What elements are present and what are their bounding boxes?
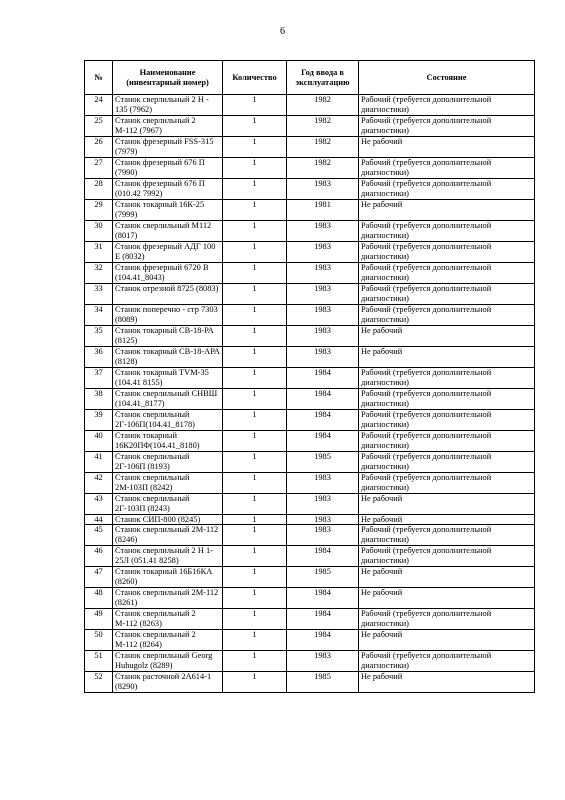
cell-state: Рабочий (требуется дополнительной диагностики)	[359, 221, 535, 242]
cell-name: Станок отрезной 8725 (8083)	[113, 284, 223, 305]
cell-name: Станок токарный TVM-35 (104.41 8155)	[113, 368, 223, 389]
cell-qty: 1	[223, 179, 287, 200]
cell-year: 1981	[287, 200, 359, 221]
cell-num: 26	[85, 137, 113, 158]
cell-state: Рабочий (требуется дополнительной диагностики)	[359, 452, 535, 473]
cell-qty: 1	[223, 158, 287, 179]
cell-year: 1984	[287, 609, 359, 630]
cell-year: 1985	[287, 452, 359, 473]
cell-year: 1982	[287, 95, 359, 116]
cell-state: Не рабочий	[359, 630, 535, 651]
cell-qty: 1	[223, 515, 287, 525]
cell-qty: 1	[223, 494, 287, 515]
cell-num: 28	[85, 179, 113, 200]
table-row	[85, 546, 535, 567]
cell-state: Рабочий (требуется дополнительной диагностики)	[359, 95, 535, 116]
table-row	[85, 116, 535, 137]
equipment-table	[84, 60, 535, 693]
cell-state: Рабочий (требуется дополнительной диагностики)	[359, 410, 535, 431]
cell-qty: 1	[223, 242, 287, 263]
page-number: 6	[280, 26, 285, 37]
cell-num: 39	[85, 410, 113, 431]
cell-num: 30	[85, 221, 113, 242]
cell-name: Станок фрезерный 676 П (010.42 7992)	[113, 179, 223, 200]
cell-state: Рабочий (требуется дополнительной диагностики)	[359, 431, 535, 452]
cell-name: Станок сверлильный 2 М-112 (8264)	[113, 630, 223, 651]
table-header-row	[85, 61, 535, 95]
cell-state: Рабочий (требуется дополнительной диагностики)	[359, 263, 535, 284]
cell-qty: 1	[223, 672, 287, 693]
cell-year: 1984	[287, 410, 359, 431]
cell-state: Не рабочий	[359, 567, 535, 588]
cell-state: Не рабочий	[359, 347, 535, 368]
cell-year: 1983	[287, 494, 359, 515]
table-row	[85, 567, 535, 588]
table-row	[85, 672, 535, 693]
table-row	[85, 137, 535, 158]
cell-qty: 1	[223, 473, 287, 494]
cell-qty: 1	[223, 305, 287, 326]
cell-year: 1983	[287, 525, 359, 546]
cell-year: 1984	[287, 389, 359, 410]
cell-qty: 1	[223, 410, 287, 431]
cell-state: Рабочий (требуется дополнительной диагностики)	[359, 284, 535, 305]
header-name: Наименование (инвентарный номер)	[113, 61, 223, 95]
cell-name: Станок сверлильный 2 Н 1-25Л (051.41 8258)	[113, 546, 223, 567]
cell-name: Станок сверлильный 2 Н - 135 (7962)	[113, 95, 223, 116]
cell-state: Не рабочий	[359, 672, 535, 693]
table-row	[85, 431, 535, 452]
cell-state: Рабочий (требуется дополнительной диагностики)	[359, 525, 535, 546]
cell-num: 25	[85, 116, 113, 137]
cell-num: 33	[85, 284, 113, 305]
cell-year: 1983	[287, 515, 359, 525]
cell-year: 1983	[287, 242, 359, 263]
header-year: Год ввода в эксплуатацию	[287, 61, 359, 95]
cell-num: 38	[85, 389, 113, 410]
cell-name: Станок токарный СВ-18-АРА (8128)	[113, 347, 223, 368]
cell-num: 31	[85, 242, 113, 263]
cell-year: 1984	[287, 431, 359, 452]
cell-state: Рабочий (требуется дополнительной диагностики)	[359, 473, 535, 494]
cell-num: 34	[85, 305, 113, 326]
cell-name: Станок фрезерный FSS-315 (7979)	[113, 137, 223, 158]
cell-qty: 1	[223, 347, 287, 368]
cell-year: 1984	[287, 546, 359, 567]
cell-year: 1982	[287, 116, 359, 137]
cell-name: Станок токарный 16К20ПФ(104.41_8180)	[113, 431, 223, 452]
cell-qty: 1	[223, 546, 287, 567]
cell-qty: 1	[223, 389, 287, 410]
cell-qty: 1	[223, 137, 287, 158]
table-row	[85, 452, 535, 473]
cell-year: 1983	[287, 347, 359, 368]
cell-num: 29	[85, 200, 113, 221]
cell-num: 41	[85, 452, 113, 473]
cell-num: 43	[85, 494, 113, 515]
cell-qty: 1	[223, 609, 287, 630]
cell-num: 52	[85, 672, 113, 693]
cell-qty: 1	[223, 116, 287, 137]
table-row	[85, 515, 535, 525]
table-row	[85, 494, 535, 515]
cell-year: 1983	[287, 473, 359, 494]
cell-num: 47	[85, 567, 113, 588]
table-row	[85, 158, 535, 179]
cell-state: Рабочий (требуется дополнительной диагностики)	[359, 305, 535, 326]
table-row	[85, 368, 535, 389]
table-row	[85, 525, 535, 546]
cell-year: 1983	[287, 326, 359, 347]
cell-year: 1985	[287, 672, 359, 693]
cell-state: Рабочий (требуется дополнительной диагностики)	[359, 242, 535, 263]
table-row	[85, 326, 535, 347]
cell-qty: 1	[223, 221, 287, 242]
table-body	[85, 95, 535, 693]
cell-name: Станок сверлильный 2Г-103П (8243)	[113, 494, 223, 515]
table-row	[85, 630, 535, 651]
table-row	[85, 95, 535, 116]
cell-qty: 1	[223, 326, 287, 347]
cell-name: Станок сверлильный Georg Huhugolz (8289)	[113, 651, 223, 672]
cell-num: 36	[85, 347, 113, 368]
cell-name: Станок СИП-800 (8245)	[113, 515, 223, 525]
cell-name: Станок фрезерный 676 П (7990)	[113, 158, 223, 179]
cell-state: Рабочий (требуется дополнительной диагностики)	[359, 116, 535, 137]
cell-year: 1985	[287, 567, 359, 588]
cell-year: 1983	[287, 179, 359, 200]
cell-num: 45	[85, 525, 113, 546]
table-row	[85, 588, 535, 609]
cell-name: Станок сверлильный 2М-112 (8246)	[113, 525, 223, 546]
cell-state: Не рабочий	[359, 515, 535, 525]
cell-year: 1983	[287, 263, 359, 284]
cell-num: 46	[85, 546, 113, 567]
cell-year: 1983	[287, 305, 359, 326]
table-row	[85, 389, 535, 410]
table-row	[85, 263, 535, 284]
cell-qty: 1	[223, 284, 287, 305]
table-row	[85, 305, 535, 326]
cell-name: Станок токарный 16Б16КА (8260)	[113, 567, 223, 588]
cell-name: Станок сверлильный 2Г-106П (8193)	[113, 452, 223, 473]
table-row	[85, 242, 535, 263]
table-row	[85, 410, 535, 431]
cell-year: 1984	[287, 630, 359, 651]
cell-state: Не рабочий	[359, 588, 535, 609]
header-qty: Количество	[223, 61, 287, 95]
cell-year: 1983	[287, 651, 359, 672]
cell-name: Станок токарный 16К-25 (7999)	[113, 200, 223, 221]
cell-name: Станок сверлильный 2Г-106П(104.41_8178)	[113, 410, 223, 431]
table-row	[85, 609, 535, 630]
cell-year: 1983	[287, 284, 359, 305]
cell-year: 1982	[287, 158, 359, 179]
cell-num: 44	[85, 515, 113, 525]
cell-state: Рабочий (требуется дополнительной диагностики)	[359, 609, 535, 630]
cell-name: Станок сверлильный СНВШ (104.41_8177)	[113, 389, 223, 410]
cell-num: 48	[85, 588, 113, 609]
cell-state: Не рабочий	[359, 137, 535, 158]
cell-state: Рабочий (требуется дополнительной диагностики)	[359, 546, 535, 567]
cell-num: 40	[85, 431, 113, 452]
cell-state: Рабочий (требуется дополнительной диагностики)	[359, 389, 535, 410]
header-num: №	[85, 61, 113, 95]
cell-qty: 1	[223, 452, 287, 473]
cell-state: Рабочий (требуется дополнительной диагностики)	[359, 368, 535, 389]
table-row	[85, 284, 535, 305]
cell-name: Станок токарный СВ-18-РА (8125)	[113, 326, 223, 347]
cell-qty: 1	[223, 651, 287, 672]
cell-name: Станок сверлильный 2 М-112 (7967)	[113, 116, 223, 137]
cell-state: Рабочий (требуется дополнительной диагностики)	[359, 651, 535, 672]
cell-state: Не рабочий	[359, 200, 535, 221]
table-row	[85, 473, 535, 494]
cell-state: Рабочий (требуется дополнительной диагностики)	[359, 158, 535, 179]
cell-qty: 1	[223, 588, 287, 609]
cell-year: 1983	[287, 221, 359, 242]
cell-qty: 1	[223, 630, 287, 651]
cell-name: Станок расточной 2А614-1 (8290)	[113, 672, 223, 693]
header-state: Состояние	[359, 61, 535, 95]
cell-num: 32	[85, 263, 113, 284]
cell-num: 51	[85, 651, 113, 672]
cell-num: 37	[85, 368, 113, 389]
cell-qty: 1	[223, 567, 287, 588]
cell-name: Станок фрезерный АДГ 100 Е (8032)	[113, 242, 223, 263]
table-row	[85, 651, 535, 672]
cell-num: 42	[85, 473, 113, 494]
cell-num: 35	[85, 326, 113, 347]
cell-state: Не рабочий	[359, 494, 535, 515]
cell-year: 1982	[287, 137, 359, 158]
cell-qty: 1	[223, 95, 287, 116]
cell-name: Станок сверлильный М112 (8017)	[113, 221, 223, 242]
cell-num: 49	[85, 609, 113, 630]
table-row	[85, 179, 535, 200]
cell-num: 27	[85, 158, 113, 179]
cell-num: 50	[85, 630, 113, 651]
cell-num: 24	[85, 95, 113, 116]
table-row	[85, 347, 535, 368]
cell-name: Станок сверлильный 2М-112 (8261)	[113, 588, 223, 609]
cell-year: 1984	[287, 588, 359, 609]
cell-qty: 1	[223, 431, 287, 452]
cell-state: Не рабочий	[359, 326, 535, 347]
cell-qty: 1	[223, 525, 287, 546]
table-row	[85, 200, 535, 221]
cell-qty: 1	[223, 263, 287, 284]
cell-name: Станок фрезерный 6720 В (104.41_8043)	[113, 263, 223, 284]
cell-year: 1984	[287, 368, 359, 389]
cell-name: Станок сверлильный 2М-103П (8242)	[113, 473, 223, 494]
cell-qty: 1	[223, 200, 287, 221]
cell-qty: 1	[223, 368, 287, 389]
cell-name: Станок сверлильный 2 М-112 (8263)	[113, 609, 223, 630]
cell-state: Рабочий (требуется дополнительной диагностики)	[359, 179, 535, 200]
table-row	[85, 221, 535, 242]
cell-name: Станок поперечно - стр 7303 (8089)	[113, 305, 223, 326]
